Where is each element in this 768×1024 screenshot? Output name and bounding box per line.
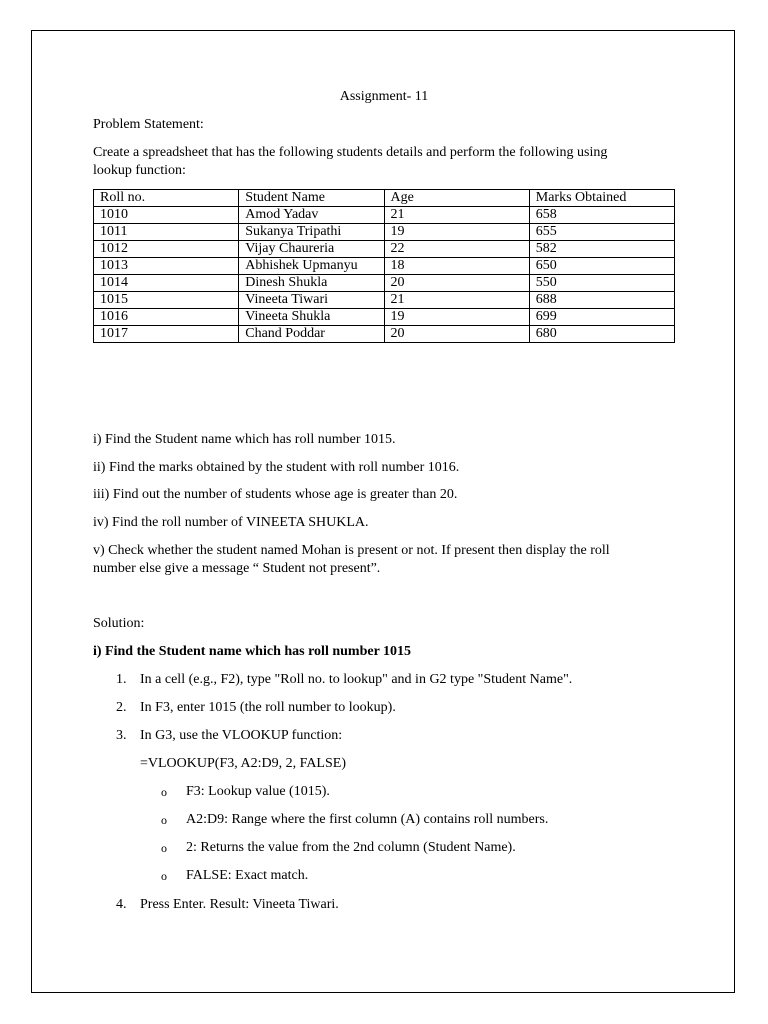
header-cell: Roll no.: [94, 190, 239, 207]
table-row: [94, 241, 675, 258]
table-cell: 19: [384, 309, 529, 326]
bullet-text: 2: Returns the value from the 2nd column (Student Name).: [186, 840, 516, 855]
table-cell: Vijay Chaureria: [239, 241, 384, 258]
table-cell: 1015: [94, 292, 239, 309]
table-cell: 19: [384, 224, 529, 241]
table-cell: 1013: [94, 258, 239, 275]
table-row: [94, 292, 675, 309]
question-2: ii) Find the marks obtained by the student with roll number 1016.: [93, 460, 460, 475]
table-cell: 1010: [94, 207, 239, 224]
table-row: [94, 309, 675, 326]
bullet-marker: o: [161, 841, 167, 855]
vlookup-formula: =VLOOKUP(F3, A2:D9, 2, FALSE): [140, 756, 346, 771]
table-row: [94, 275, 675, 292]
table-cell: Vineeta Tiwari: [239, 292, 384, 309]
students-table: [93, 189, 675, 343]
table-cell: 1016: [94, 309, 239, 326]
bullet-text: F3: Lookup value (1015).: [186, 784, 330, 799]
question-5-line-1: v) Check whether the student named Mohan is present or not. If present then display the roll: [93, 543, 610, 558]
header-cell: Age: [384, 190, 529, 207]
table-cell: Abhishek Upmanyu: [239, 258, 384, 275]
step-text: Press Enter. Result: Vineeta Tiwari.: [140, 897, 339, 912]
page-title: Assignment- 11: [339, 89, 429, 104]
question-3: iii) Find out the number of students whose age is greater than 20.: [93, 487, 458, 502]
table-cell: Amod Yadav: [239, 207, 384, 224]
table-cell: 582: [529, 241, 674, 258]
table-cell: 550: [529, 275, 674, 292]
solution-subheading: i) Find the Student name which has roll number 1015: [93, 644, 412, 659]
table-cell: 21: [384, 292, 529, 309]
step-number: 3.: [116, 728, 127, 743]
step-text: In F3, enter 1015 (the roll number to lookup).: [140, 700, 396, 715]
table-cell: Vineeta Shukla: [239, 309, 384, 326]
step-text: In a cell (e.g., F2), type "Roll no. to lookup" and in G2 type "Student Name".: [140, 672, 573, 687]
solution-heading: Solution:: [93, 616, 145, 631]
table-cell: Dinesh Shukla: [239, 275, 384, 292]
table-cell: 650: [529, 258, 674, 275]
table-cell: 1011: [94, 224, 239, 241]
table-cell: 699: [529, 309, 674, 326]
table-cell: 20: [384, 326, 529, 343]
table-cell: 20: [384, 275, 529, 292]
problem-heading: Problem Statement:: [93, 117, 204, 132]
table-cell: 658: [529, 207, 674, 224]
intro-line-1: Create a spreadsheet that has the following students details and perform the following using: [93, 145, 608, 160]
table-row: [94, 207, 675, 224]
bullet-marker: o: [161, 869, 167, 883]
intro-line-2: lookup function:: [93, 163, 186, 178]
table-header-row: [94, 190, 675, 207]
question-5-line-2: number else give a message “ Student not present”.: [93, 561, 381, 576]
table-cell: Chand Poddar: [239, 326, 384, 343]
step-text: In G3, use the VLOOKUP function:: [140, 728, 343, 743]
table-cell: 18: [384, 258, 529, 275]
bullet-marker: o: [161, 785, 167, 799]
header-cell: Marks Obtained: [529, 190, 674, 207]
table-cell: 655: [529, 224, 674, 241]
table-cell: 1017: [94, 326, 239, 343]
table-row: [94, 258, 675, 275]
header-cell: Student Name: [239, 190, 384, 207]
table-cell: Sukanya Tripathi: [239, 224, 384, 241]
step-number: 4.: [116, 897, 127, 912]
table-cell: 1014: [94, 275, 239, 292]
table-row: [94, 326, 675, 343]
table-cell: 688: [529, 292, 674, 309]
table-row: [94, 224, 675, 241]
table-cell: 680: [529, 326, 674, 343]
question-1: i) Find the Student name which has roll number 1015.: [93, 432, 396, 447]
table-cell: 22: [384, 241, 529, 258]
bullet-text: A2:D9: Range where the first column (A) contains roll numbers.: [186, 812, 549, 827]
table-cell: 1012: [94, 241, 239, 258]
question-4: iv) Find the roll number of VINEETA SHUKLA.: [93, 515, 369, 530]
bullet-marker: o: [161, 813, 167, 827]
bullet-text: FALSE: Exact match.: [186, 868, 309, 883]
step-number: 2.: [116, 700, 127, 715]
table-cell: 21: [384, 207, 529, 224]
step-number: 1.: [116, 672, 127, 687]
